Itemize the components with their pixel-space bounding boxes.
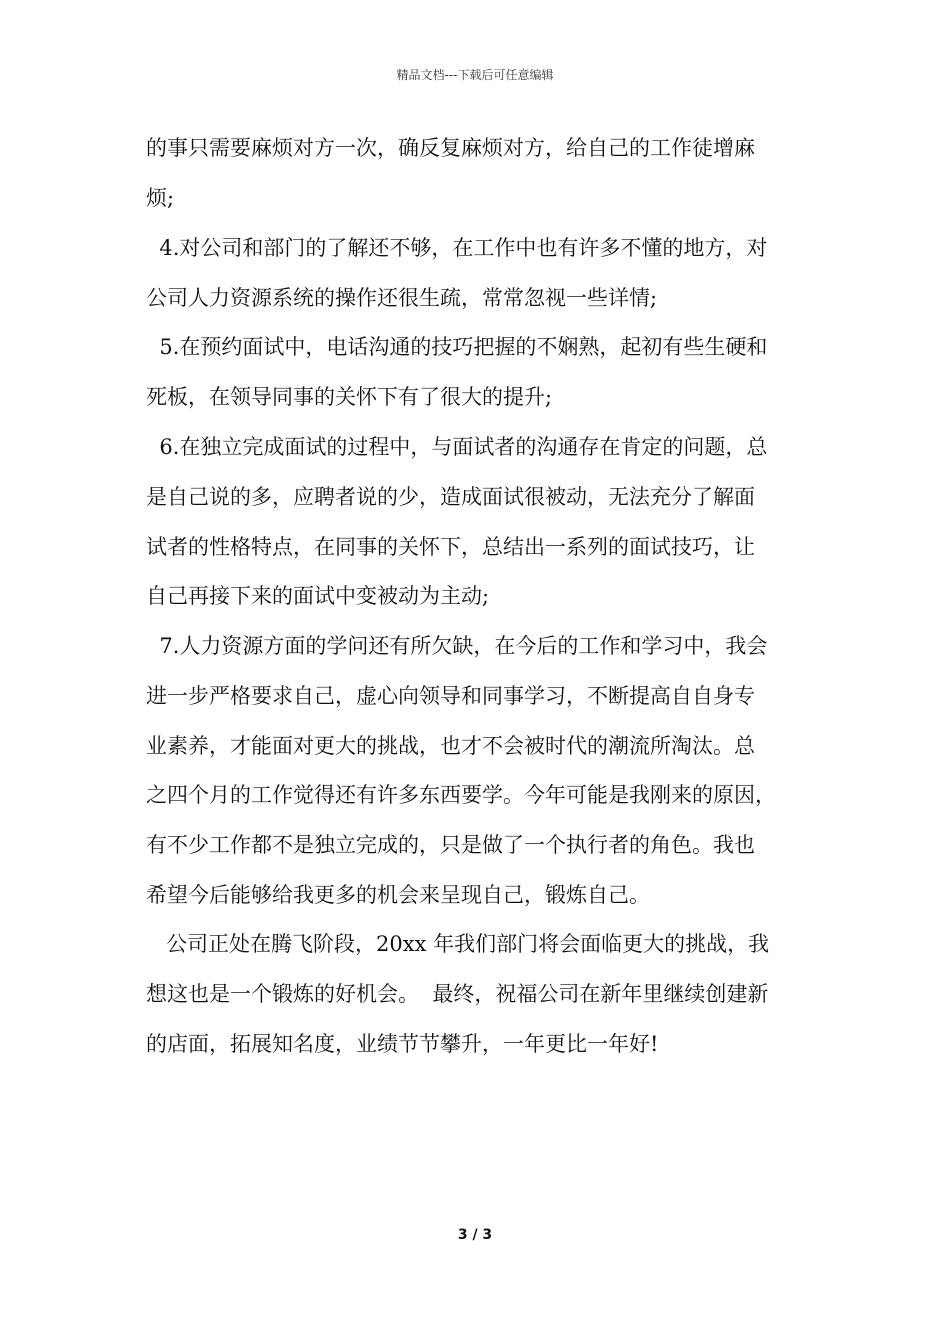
text-line: 想这也是一个锻炼的好机会。 最终，祝福公司在新年里继续创建新 — [146, 982, 769, 1006]
text-line: 烦; — [146, 186, 175, 210]
text-line: 的事只需要麻烦对方一次，确反复麻烦对方，给自己的工作徒增麻 — [146, 136, 755, 160]
page-header: 精品文档---下载后可任意编辑 — [396, 68, 554, 82]
text-line: 5.在预约面试中，电话沟通的技巧把握的不娴熟，起初有些生硬和 — [146, 335, 768, 359]
text-line: 公司正处在腾飞阶段，20xx 年我们部门将会面临更大的挑战，我 — [146, 932, 770, 956]
page-number: 3 / 3 — [457, 1227, 493, 1243]
text-line: 之四个月的工作觉得还有许多东西要学。今年可能是我刚来的原因， — [146, 783, 776, 807]
text-line: 进一步严格要求自己，虚心向领导和同事学习，不断提高自自身专 — [146, 684, 755, 708]
text-line: 6.在独立完成面试的过程中，与面试者的沟通存在肯定的问题，总 — [146, 435, 768, 459]
text-line: 的店面，拓展知名度，业绩节节攀升，一年更比一年好! — [146, 1032, 659, 1056]
text-line: 有不少工作都不是独立完成的，只是做了一个执行者的角色。我也 — [146, 833, 755, 857]
text-line: 业素养，才能面对更大的挑战，也才不会被时代的潮流所淘汰。总 — [146, 734, 755, 758]
text-line: 试者的性格特点，在同事的关怀下，总结出一系列的面试技巧，让 — [146, 535, 755, 559]
text-line: 死板，在领导同事的关怀下有了很大的提升; — [146, 385, 553, 409]
text-line: 希望今后能够给我更多的机会来呈现自己，锻炼自己。 — [146, 883, 650, 907]
text-line: 自己再接下来的面试中变被动为主动; — [146, 584, 490, 608]
text-line: 是自己说的多，应聘者说的少，造成面试很被动，无法充分了解面 — [146, 485, 755, 509]
text-line: 7.人力资源方面的学问还有所欠缺，在今后的工作和学习中，我会 — [146, 634, 768, 658]
text-line: 4.对公司和部门的了解还不够，在工作中也有许多不懂的地方，对 — [146, 236, 768, 260]
text-line: 公司人力资源系统的操作还很生疏，常常忽视一些详情; — [146, 286, 658, 310]
